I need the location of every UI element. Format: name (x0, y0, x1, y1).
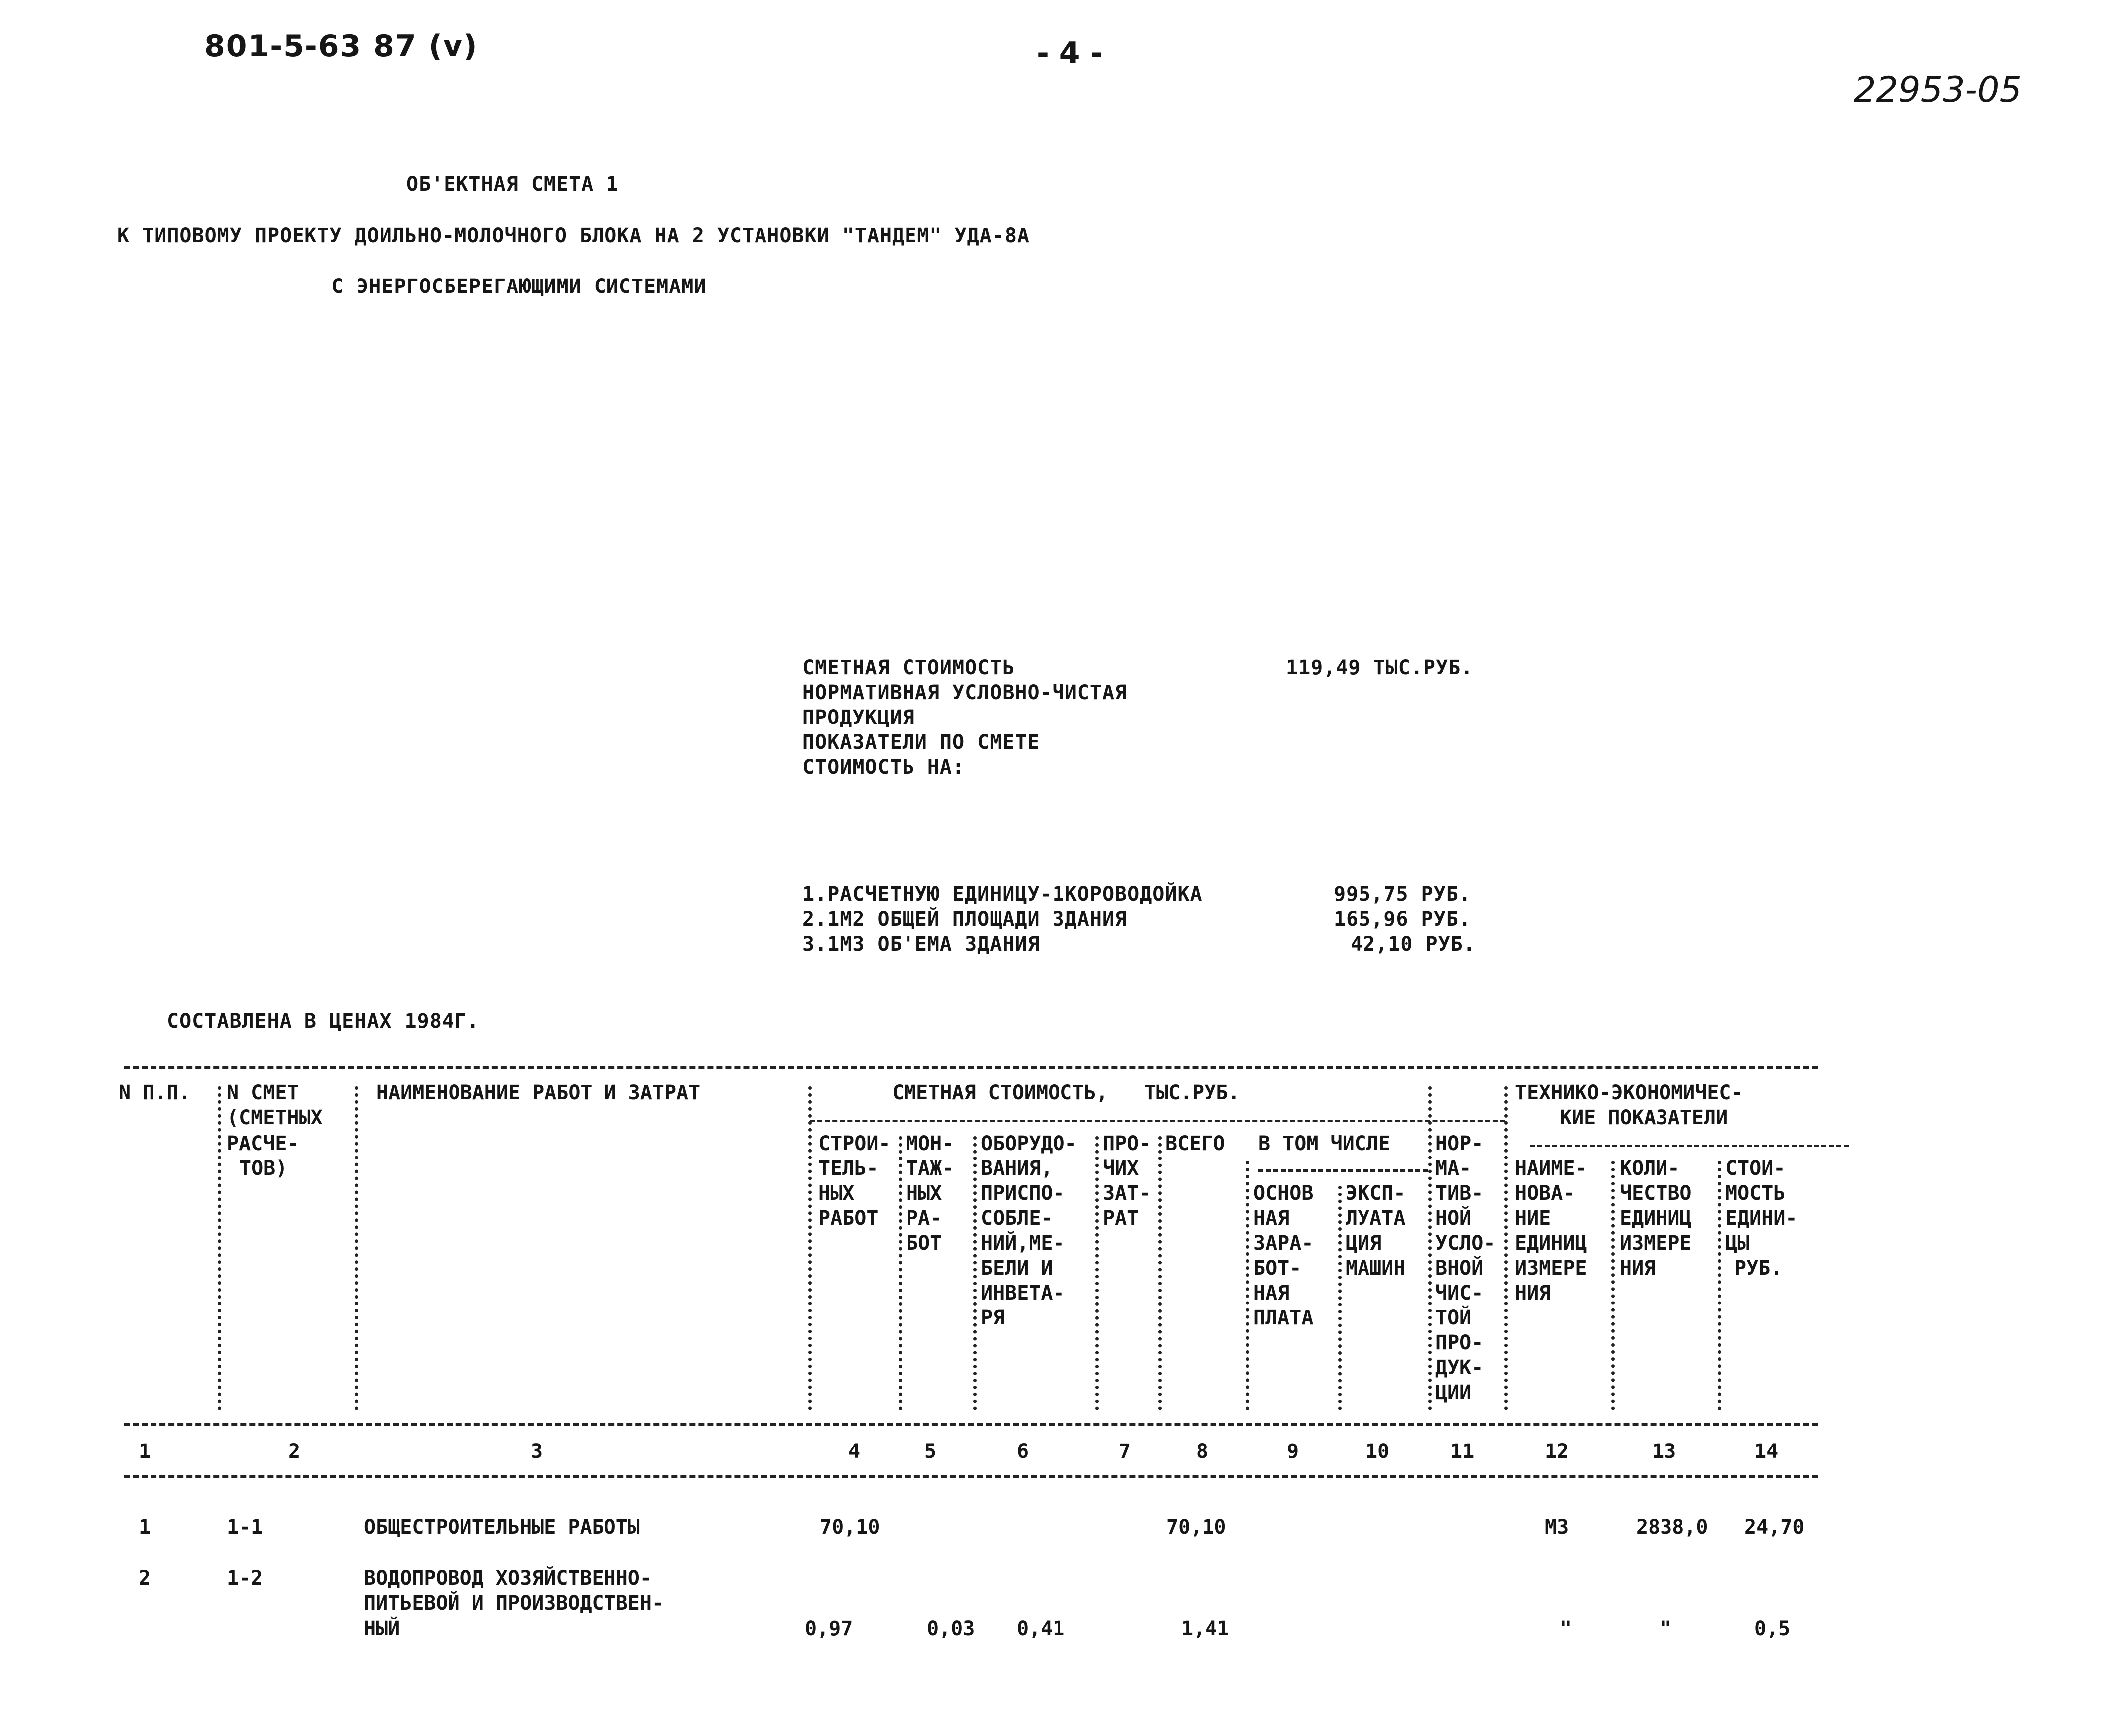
header-col9: БОТ- (1253, 1257, 1302, 1280)
header-col5: МОН- (906, 1132, 954, 1155)
header-col11: ЦИИ (1435, 1381, 1472, 1404)
indicator-value: 995,75 РУБ. (1334, 883, 1471, 906)
indicator-label: 3.1М3 ОБ'ЕМА ЗДАНИЯ (802, 933, 1040, 956)
header-bottom-rule (124, 1423, 1818, 1426)
header-col11: ПРО- (1435, 1331, 1484, 1354)
column-number: 9 (1287, 1440, 1299, 1463)
header-col13: НИЯ (1620, 1257, 1656, 1280)
column-number: 10 (1365, 1440, 1390, 1463)
header-col13: ЕДИНИЦ (1620, 1207, 1692, 1230)
estimate-title: ОБ'ЕКТНАЯ СМЕТА 1 (406, 173, 619, 196)
column-number: 8 (1196, 1440, 1209, 1463)
header-col11: ВНОЙ (1435, 1257, 1484, 1280)
header-col11: УСЛО- (1435, 1232, 1496, 1255)
row-work-name: ПИТЬЕВОЙ И ПРОИЗВОДСТВЕН- (364, 1592, 664, 1615)
indicator-label: 1.РАСЧЕТНУЮ ЕДИНИЦУ-1КОРОВОДОЙКА (802, 883, 1203, 906)
column-number: 7 (1119, 1440, 1131, 1463)
row-installation-cost: 0,03 (927, 1617, 975, 1640)
header-col9: НАЯ (1253, 1282, 1290, 1304)
prices-note: СОСТАВЛЕНА В ЦЕНАХ 1984Г. (167, 1010, 480, 1033)
indicator-value: 165,96 РУБ. (1334, 908, 1471, 931)
header-col10: МАШИН (1346, 1257, 1406, 1280)
row-total-cost: 1,41 (1181, 1617, 1229, 1640)
header-col12: НИЯ (1515, 1282, 1551, 1304)
header-col12: НАИМЕ- (1515, 1157, 1587, 1180)
header-col7: РАТ (1103, 1207, 1139, 1230)
header-col10: ЛУАТА (1346, 1207, 1406, 1230)
header-cost-group: СМЕТНАЯ СТОИМОСТЬ, ТЫС.РУБ. (892, 1081, 1240, 1104)
row-unit: М3 (1545, 1516, 1569, 1539)
indicator-value: 42,10 РУБ. (1351, 933, 1476, 956)
column-number: 1 (139, 1440, 151, 1463)
header-col4: РАБОТ (818, 1207, 879, 1230)
header-col5: ТАЖ- (906, 1157, 954, 1180)
cost-on-label: СТОИМОСТЬ НА: (802, 756, 965, 779)
row-quantity: 2838,0 (1636, 1516, 1708, 1539)
header-col14: МОСТЬ (1725, 1182, 1786, 1205)
row-construction-cost: 70,10 (820, 1516, 880, 1539)
column-number: 11 (1450, 1440, 1475, 1463)
column-number: 12 (1545, 1440, 1569, 1463)
header-col14: РУБ. (1734, 1257, 1783, 1280)
header-col4: ТЕЛЬ- (818, 1157, 879, 1180)
header-col2: РАСЧЕ- (227, 1132, 299, 1155)
header-col11: ЧИС- (1435, 1282, 1484, 1304)
row-construction-cost: 0,97 (805, 1617, 853, 1640)
header-col9: ОСНОВ (1253, 1182, 1314, 1205)
header-col9: ПЛАТА (1253, 1306, 1314, 1329)
tech-group-rule (1530, 1145, 1849, 1147)
header-col7: ЗАТ- (1103, 1182, 1151, 1205)
row-equipment-cost: 0,41 (1017, 1617, 1065, 1640)
header-col6: СОБЛЕ- (981, 1207, 1053, 1230)
header-col2: N СМЕТ (227, 1081, 299, 1104)
header-col14: ЦЫ (1725, 1232, 1750, 1255)
header-col4: СТРОИ- (818, 1132, 891, 1155)
cost-group-rule (810, 1120, 1505, 1122)
document-code: 801-5-63 87 (v) (204, 29, 478, 64)
row-number: 2 (139, 1567, 151, 1590)
incl-group-rule (1258, 1169, 1428, 1172)
row-number: 1 (139, 1516, 151, 1539)
column-number: 5 (924, 1440, 937, 1463)
header-col11: НОР- (1435, 1132, 1484, 1155)
row-work-name: НЫЙ (364, 1617, 400, 1640)
header-col8: ВСЕГО (1165, 1132, 1225, 1155)
header-col11: ТОЙ (1435, 1306, 1472, 1329)
header-col12: НОВА- (1515, 1182, 1575, 1205)
norm-label: НОРМАТИВНАЯ УСЛОВНО-ЧИСТАЯ (802, 681, 1128, 704)
header-col7: ЧИХ (1103, 1157, 1139, 1180)
row-estimate-number: 1-1 (227, 1516, 263, 1539)
estimate-subtitle-2: С ЭНЕРГОСБЕРЕГАЮЩИМИ СИСТЕМАМИ (331, 275, 707, 298)
header-col11: ТИВ- (1435, 1182, 1484, 1205)
row-work-name: ОБЩЕСТРОИТЕЛЬНЫЕ РАБОТЫ (364, 1516, 640, 1539)
header-col11: НОЙ (1435, 1207, 1472, 1230)
cost-value: 119,49 ТЫС.РУБ. (1286, 656, 1474, 679)
indicators-label: ПОКАЗАТЕЛИ ПО СМЕТЕ (802, 731, 1040, 754)
header-col13: ЧЕСТВО (1620, 1182, 1692, 1205)
header-col11: ДУК- (1435, 1356, 1484, 1379)
header-col6: ВАНИЯ, (981, 1157, 1053, 1180)
header-col6: ПРИСПО- (981, 1182, 1065, 1205)
header-tech-group: ТЕХНИКО-ЭКОНОМИЧЕС- (1515, 1081, 1743, 1104)
header-col12: ЕДИНИЦ (1515, 1232, 1587, 1255)
header-col5: РА- (906, 1207, 942, 1230)
row-quantity: " (1660, 1617, 1672, 1640)
header-col14: СТОИ- (1725, 1157, 1786, 1180)
header-tech-group: КИЕ ПОКАЗАТЕЛИ (1560, 1106, 1728, 1129)
header-col6: ОБОРУДО- (981, 1132, 1077, 1155)
header-col4: НЫХ (818, 1182, 855, 1205)
row-work-name: ВОДОПРОВОД ХОЗЯЙСТВЕННО- (364, 1567, 652, 1590)
header-col10: ЭКСП- (1346, 1182, 1406, 1205)
archive-number: 22953-05 (1854, 69, 2022, 110)
estimate-subtitle: К ТИПОВОМУ ПРОЕКТУ ДОИЛЬНО-МОЛОЧНОГО БЛОКА НА 2 УСТАНОВКИ "ТАНДЕМ" УДА-8А (117, 224, 1030, 247)
header-col9: НАЯ (1253, 1207, 1290, 1230)
cost-label: СМЕТНАЯ СТОИМОСТЬ (802, 656, 1015, 679)
header-col7: ПРО- (1103, 1132, 1151, 1155)
header-col5: НЫХ (906, 1182, 942, 1205)
colnum-bottom-rule (124, 1475, 1818, 1478)
header-col13: ИЗМЕРЕ (1620, 1232, 1692, 1255)
header-incl-group: В ТОМ ЧИСЛЕ (1258, 1132, 1390, 1155)
header-col10: ЦИЯ (1346, 1232, 1382, 1255)
header-col6: РЯ (981, 1306, 1005, 1329)
header-col3: НАИМЕНОВАНИЕ РАБОТ И ЗАТРАТ (376, 1081, 701, 1104)
row-unit: " (1560, 1617, 1572, 1640)
column-number: 13 (1652, 1440, 1676, 1463)
header-col1: N П.П. (119, 1081, 191, 1104)
page-number: - 4 - (1037, 36, 1103, 71)
header-col14: ЕДИНИ- (1725, 1207, 1798, 1230)
column-number: 2 (288, 1440, 301, 1463)
header-col9: ЗАРА- (1253, 1232, 1314, 1255)
indicator-label: 2.1М2 ОБЩЕЙ ПЛОЩАДИ ЗДАНИЯ (802, 908, 1128, 931)
header-col2: ТОВ) (239, 1157, 288, 1180)
header-col5: БОТ (906, 1232, 942, 1255)
column-number: 3 (531, 1440, 543, 1463)
header-col13: КОЛИ- (1620, 1157, 1680, 1180)
row-estimate-number: 1-2 (227, 1567, 263, 1590)
header-col6: ИНВЕТА- (981, 1282, 1065, 1304)
row-unit-cost: 0,5 (1754, 1617, 1791, 1640)
header-col12: НИЕ (1515, 1207, 1551, 1230)
row-total-cost: 70,10 (1166, 1516, 1226, 1539)
header-col6: БЕЛИ И (981, 1257, 1053, 1280)
column-number: 14 (1754, 1440, 1779, 1463)
table-top-rule (124, 1066, 1818, 1069)
column-number: 6 (1017, 1440, 1029, 1463)
column-number: 4 (848, 1440, 861, 1463)
header-col6: НИЙ,МЕ- (981, 1232, 1065, 1255)
header-col2: (СМЕТНЫХ (227, 1106, 323, 1129)
header-col11: МА- (1435, 1157, 1472, 1180)
row-unit-cost: 24,70 (1744, 1516, 1805, 1539)
header-col12: ИЗМЕРЕ (1515, 1257, 1587, 1280)
norm-label-2: ПРОДУКЦИЯ (802, 706, 915, 729)
